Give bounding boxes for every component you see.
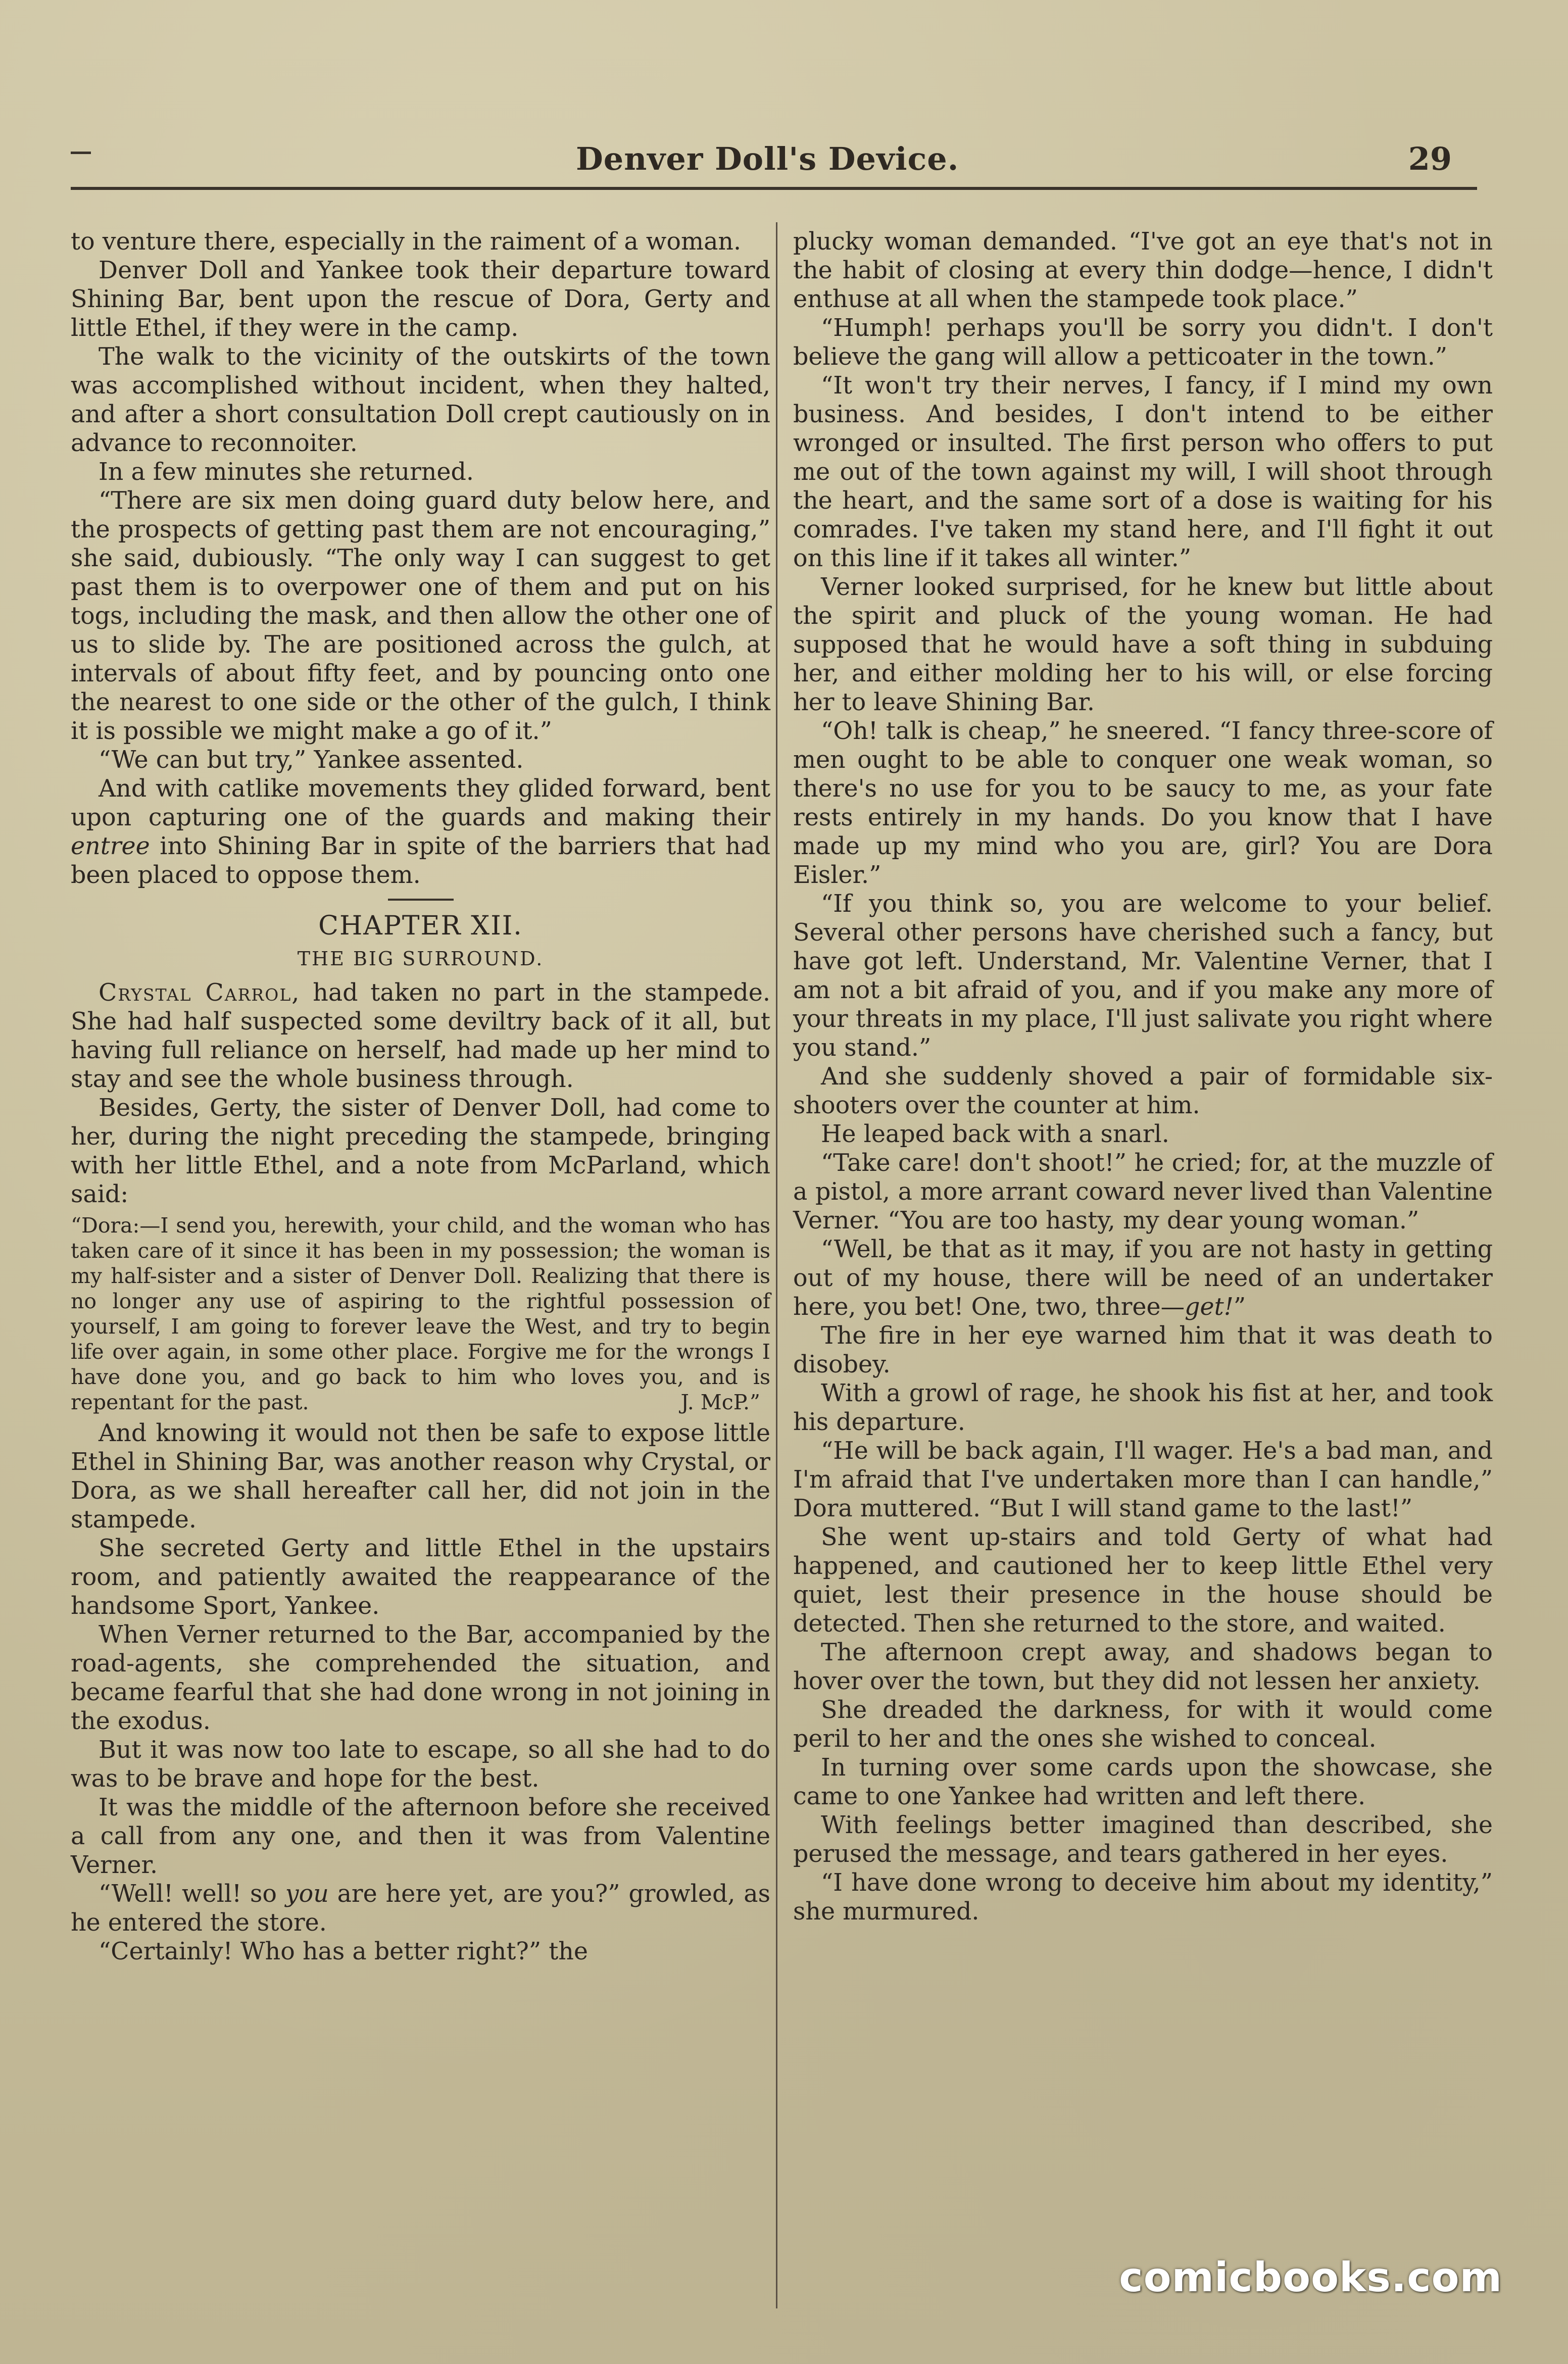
lead-in-name: Crystal Carrol, (99, 979, 301, 1007)
paragraph (71, 774, 770, 890)
paragraph: The afternoon crept away, and shadows began to hover over the town, but they did not lessen her anxiety. (793, 1639, 1493, 1695)
paragraph: With a growl of rage, he shook his fist at her, and took his departure. (793, 1380, 1493, 1436)
paragraph: Denver Doll and Yankee took their departure toward Shining Bar, bent upon the rescue of Dora, Gerty and little Ethel, if they were in the camp. (71, 257, 770, 342)
paragraph (71, 978, 770, 1094)
paragraph: In a few minutes she returned. (99, 458, 474, 486)
paragraph: “If you think so, you are welcome to your belief. Several other persons have cherished such a fancy, but have got left. Understand, Mr. Valentine Verner, that I am not a bit afraid of you, and if you make any more of your threats in my place, I'll just salivate you right where you stand.” (793, 890, 1493, 1062)
header-ornament (71, 152, 91, 160)
section-divider (388, 899, 454, 901)
paragraph: When Verner returned to the Bar, accompanied by the road-agents, she comprehended the situation, and became fearful that she had done wrong in not joining in the exodus. (71, 1621, 770, 1735)
paragraph (793, 1235, 1493, 1321)
quoted-letter (71, 1213, 770, 1415)
paragraph: “He will be back again, I'll wager. He's a bad man, and I'm afraid that I've undertaken more than I can handle,” Dora muttered. “But I will stand game to the last!” (793, 1437, 1493, 1522)
text-run: ” (1233, 1293, 1246, 1321)
paragraph: Besides, Gerty, the sister of Denver Doll, had come to her, during the night preceding the stampede, bringing with her little Ethel, and a note from McParland, which said: (71, 1094, 770, 1208)
paragraph: Verner looked surprised, for he knew but little about the spirit and pluck of the young woman. He had supposed that he would have a soft thing in subduing her, and either molding her to his will, or else forcing her to leave Shining Bar. (793, 573, 1493, 716)
paragraph: “Certainly! Who has a better right?” the (99, 1938, 588, 1965)
paragraph: And she suddenly shoved a pair of formidable six-shooters over the counter at him. (793, 1063, 1493, 1119)
text-run: “Well! well! so (99, 1880, 285, 1908)
paragraph: She secreted Gerty and little Ethel in the upstairs room, and patiently awaited the reappearance of the handsome Sport, Yankee. (71, 1535, 770, 1620)
chapter-heading: CHAPTER XII. (318, 911, 523, 941)
paragraph: He leaped back with a snarl. (821, 1120, 1169, 1148)
paragraph: In turning over some cards upon the showcase, she came to one Yankee had written and left there. (793, 1754, 1493, 1810)
text-run: into Shining Bar in spite of the barriers that had been placed to oppose them. (71, 832, 770, 889)
paragraph: The walk to the vicinity of the outskirts of the town was accomplished without incident, when they halted, and after a short consultation Doll crept cautiously on in advance to reconnoiter. (71, 343, 770, 457)
text-run: And with catlike movements they glided forward, bent upon capturing one of the guards and making their (71, 775, 770, 831)
paragraph: And knowing it would not then be safe to expose little Ethel in Shining Bar, was another reason why Crystal, or Dora, as we shall hereafter call her, did not join in the stampede. (71, 1419, 770, 1534)
letter-body: “Dora:—I send you, herewith, your child, and the woman who has taken care of it since it has been in my possession; the woman is my half-sister and a sister of Denver Doll. Realizing that there is no longer any use of aspiring to the rightful possession of yourself, I am going to forever leave the West, and try to begin life over again, in some other place. Forgive me for the wrongs I have done you, and go back to him who loves you, and is repentant for the past. (71, 1213, 770, 1414)
left-column (71, 227, 770, 1966)
paragraph (71, 1880, 770, 1937)
paragraph: It was the middle of the afternoon before she received a call from any one, and then it was from Valentine Verner. (71, 1794, 770, 1879)
paragraph: “I have done wrong to deceive him about my identity,” she murmured. (793, 1869, 1493, 1926)
chapter-subtitle: THE BIG SURROUND. (297, 948, 544, 970)
page-number: 29 (1408, 140, 1452, 177)
paragraph: “Take care! don't shoot!” he cried; for, at the muzzle of a pistol, a more arrant coward never lived than Valentine Verner. “You are too hasty, my dear young woman.” (793, 1149, 1493, 1235)
column-divider (776, 222, 777, 2308)
letter-signature: J. McP.” (680, 1390, 760, 1414)
paragraph: The fire in her eye warned him that it was death to disobey. (793, 1322, 1493, 1378)
header-rule (71, 187, 1477, 190)
italic-text: you (285, 1880, 329, 1908)
paragraph: She dreaded the darkness, for with it would come peril to her and the ones she wished to conceal. (793, 1696, 1493, 1753)
paragraph: But it was now too late to escape, so all she had to do was to be brave and hope for the best. (71, 1736, 770, 1793)
paragraph: “Oh! talk is cheap,” he sneered. “I fancy three-score of men ought to be able to conquer one weak woman, so there's no use for you to be saucy to me, as your fate rests entirely in my hands. Do you know that I have made up my mind who you are, girl? You are Dora Eisler.” (793, 717, 1493, 889)
right-column (793, 227, 1493, 1926)
text-run: “Well, be that as it may, if you are not hasty in getting out of my house, there will be need of an undertaker here, you bet! One, two, three— (793, 1236, 1493, 1321)
paragraph: “It won't try their nerves, I fancy, if I mind my own business. And besides, I don't intend to be either wronged or insulted. The first person who offers to put me out of the town against my will, I will shoot through the heart, and the same sort of a dose is waiting for his comrades. I've taken my stand here, and I'll fight it out on this line if it takes all winter.” (793, 372, 1493, 572)
paragraph: With feelings better imagined than described, she perused the message, and tears gathered in her eyes. (793, 1811, 1493, 1868)
text-run: had taken no part in the stampede. She had half suspected some deviltry back of it all, but having full reliance on herself, had made up her mind to stay and see the whole business through. (71, 979, 770, 1093)
watermark: comicbooks.com (1119, 2254, 1502, 2301)
italic-text: get! (1185, 1293, 1234, 1321)
running-header (71, 131, 1497, 187)
text-run: are here yet, are you?” growled, as he entered the store. (71, 1880, 770, 1937)
paragraph: plucky woman demanded. “I've got an eye that's not in the habit of closing at every thin dodge—hence, I didn't enthuse at all when the stampede took place.” (793, 228, 1493, 313)
paragraph: “We can but try,” Yankee assented. (99, 746, 524, 774)
paragraph: “There are six men doing guard duty below here, and the prospects of getting past them are not encouraging,” she said, dubiously. “The only way I can suggest to get past them is to overpower one of them and put on his togs, including the mask, and then allow the other one of us to slide by. The are positioned across the gulch, at intervals of about fifty feet, and by pouncing onto one the nearest to one side or the other of the gulch, I think it is possible we might make a go of it.” (71, 487, 770, 745)
paragraph: “Humph! perhaps you'll be sorry you didn't. I don't believe the gang will allow a petticoater in the town.” (793, 314, 1493, 371)
paragraph: to venture there, especially in the raiment of a woman. (71, 228, 742, 256)
paragraph: She went up-stairs and told Gerty of what had happened, and cautioned her to keep little Ethel very quiet, lest their presence in the house should be detected. Then she returned to the store, and waited. (793, 1523, 1493, 1638)
running-title: Denver Doll's Device. (576, 140, 959, 177)
italic-text: entree (71, 832, 150, 860)
